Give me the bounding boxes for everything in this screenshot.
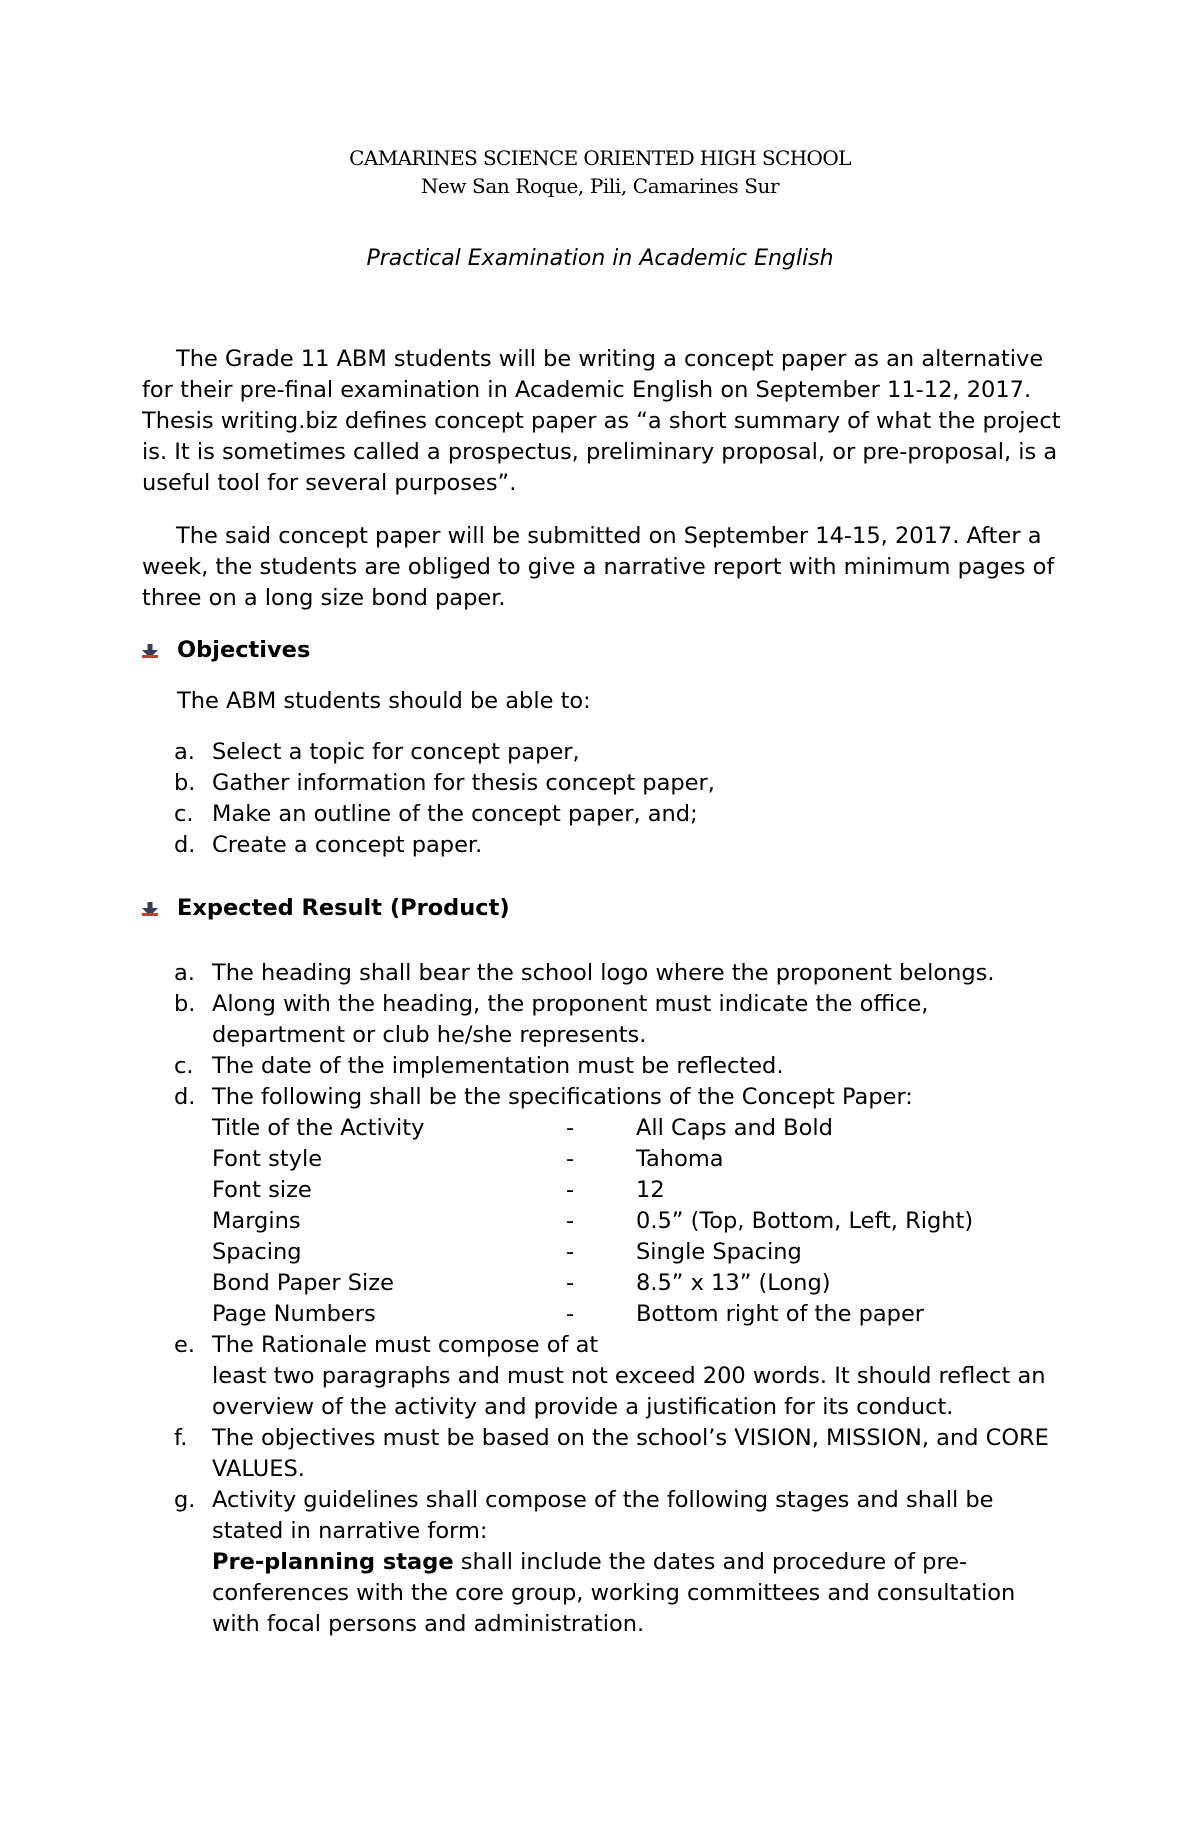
spec-value: All Caps and Bold [636, 1115, 833, 1141]
list-item-text-line1: The Rationale must compose of at [212, 1332, 599, 1358]
spec-value: Single Spacing [636, 1239, 802, 1265]
expected-result-heading-label: Expected Result (Product) [177, 895, 510, 921]
spec-value: 0.5” (Top, Bottom, Left, Right) [636, 1208, 974, 1234]
list-item [142, 1423, 1067, 1485]
list-item [142, 1082, 1067, 1330]
expected-result-list [142, 958, 1067, 1640]
spec-row [212, 1175, 1067, 1206]
spec-value: Bottom right of the paper [636, 1301, 925, 1327]
intro-paragraph-1-text: The Grade 11 ABM students will be writing a concept paper as an alternative for their pre-final examination in Academic English on September 11-12, 2017. Thesis writing.biz defines concept paper as “a short summary of what the project is. It is sometimes called a prospectus, preliminary proposal, or pre-proposal, is a useful tool for several purposes”. [142, 346, 1061, 496]
spec-dash: - [566, 1115, 575, 1141]
spec-dash: - [566, 1177, 575, 1203]
list-item-text: Activity guidelines shall compose of the following stages and shall be stated in narrative form: [212, 1487, 994, 1544]
list-item-text: Make an outline of the concept paper, and; [212, 801, 698, 827]
spec-label: Bond Paper Size [212, 1270, 394, 1296]
objectives-list [142, 737, 1067, 861]
list-marker: d. [174, 1084, 196, 1110]
list-item-text: The following shall be the specifications of the Concept Paper: [212, 1084, 913, 1110]
school-name: CAMARINES SCIENCE ORIENTED HIGH SCHOOL [349, 146, 851, 170]
spec-row [212, 1268, 1067, 1299]
list-item [142, 989, 1067, 1051]
list-marker: a. [174, 739, 195, 765]
list-item-text: The date of the implementation must be reflected. [212, 1053, 784, 1079]
list-marker: b. [174, 991, 196, 1017]
stage-text: shall include the dates and procedure of pre-conferences with the core group, working committees and consultation with focal persons and administration. [212, 1549, 1016, 1637]
down-arrow-bullet-icon [142, 902, 158, 916]
list-marker: g. [174, 1487, 196, 1513]
list-item-text: Along with the heading, the proponent must indicate the office, department or club he/she represents. [212, 991, 929, 1048]
list-marker: d. [174, 832, 196, 858]
spec-value: Tahoma [636, 1146, 724, 1172]
list-item-text: Create a concept paper. [212, 832, 483, 858]
list-item-text: Gather information for thesis concept paper, [212, 770, 715, 796]
spec-label: Font size [212, 1177, 312, 1203]
list-item-text: least two paragraphs and must not exceed 200 words. It should reflect an overview of the activity and provide a justification for its conduct. [212, 1363, 1046, 1420]
list-marker: e. [174, 1332, 195, 1358]
spec-dash: - [566, 1208, 575, 1234]
intro-paragraph-2 [142, 521, 1067, 614]
specifications-table [212, 1113, 1067, 1330]
document-subtitle: Practical Examination in Academic English [366, 246, 834, 271]
list-item [142, 799, 1067, 830]
spec-dash: - [566, 1239, 575, 1265]
intro-paragraph-1 [142, 344, 1067, 499]
spec-row [212, 1299, 1067, 1330]
list-item [142, 1330, 1067, 1423]
list-item-text: Select a topic for concept paper, [212, 739, 580, 765]
down-arrow-bullet-icon [142, 644, 158, 658]
spec-label: Margins [212, 1208, 301, 1234]
list-marker: b. [174, 770, 196, 796]
list-item [142, 830, 1067, 861]
spec-row [212, 1206, 1067, 1237]
stage-label: Pre-planning stage [212, 1549, 454, 1575]
list-marker: a. [174, 960, 195, 986]
list-item-text: The objectives must be based on the school’s VISION, MISSION, and CORE VALUES. [212, 1425, 1049, 1482]
list-marker: f. [174, 1425, 188, 1451]
intro-paragraph-2-text: The said concept paper will be submitted on September 14-15, 2017. After a week, the students are obliged to give a narrative report with minimum pages of three on a long size bond paper. [142, 523, 1055, 611]
spec-row [212, 1237, 1067, 1268]
spec-value: 8.5” x 13” (Long) [636, 1270, 831, 1296]
spec-label: Page Numbers [212, 1301, 376, 1327]
spec-label: Title of the Activity [212, 1115, 425, 1141]
list-marker: c. [174, 801, 194, 827]
spec-value: 12 [636, 1177, 665, 1203]
spec-dash: - [566, 1301, 575, 1327]
spec-row [212, 1144, 1067, 1175]
list-item [142, 1485, 1067, 1640]
spec-dash: - [566, 1146, 575, 1172]
list-item [142, 737, 1067, 768]
objectives-heading-label: Objectives [177, 637, 311, 663]
spec-label: Font style [212, 1146, 323, 1172]
list-item [142, 768, 1067, 799]
school-address: New San Roque, Pili, Camarines Sur [420, 174, 780, 198]
spec-label: Spacing [212, 1239, 302, 1265]
objectives-lead: The ABM students should be able to: [177, 688, 591, 714]
list-item [142, 1051, 1067, 1082]
spec-row [212, 1113, 1067, 1144]
list-item-text: The heading shall bear the school logo where the proponent belongs. [212, 960, 995, 986]
list-item [142, 958, 1067, 989]
list-marker: c. [174, 1053, 194, 1079]
spec-dash: - [566, 1270, 575, 1296]
